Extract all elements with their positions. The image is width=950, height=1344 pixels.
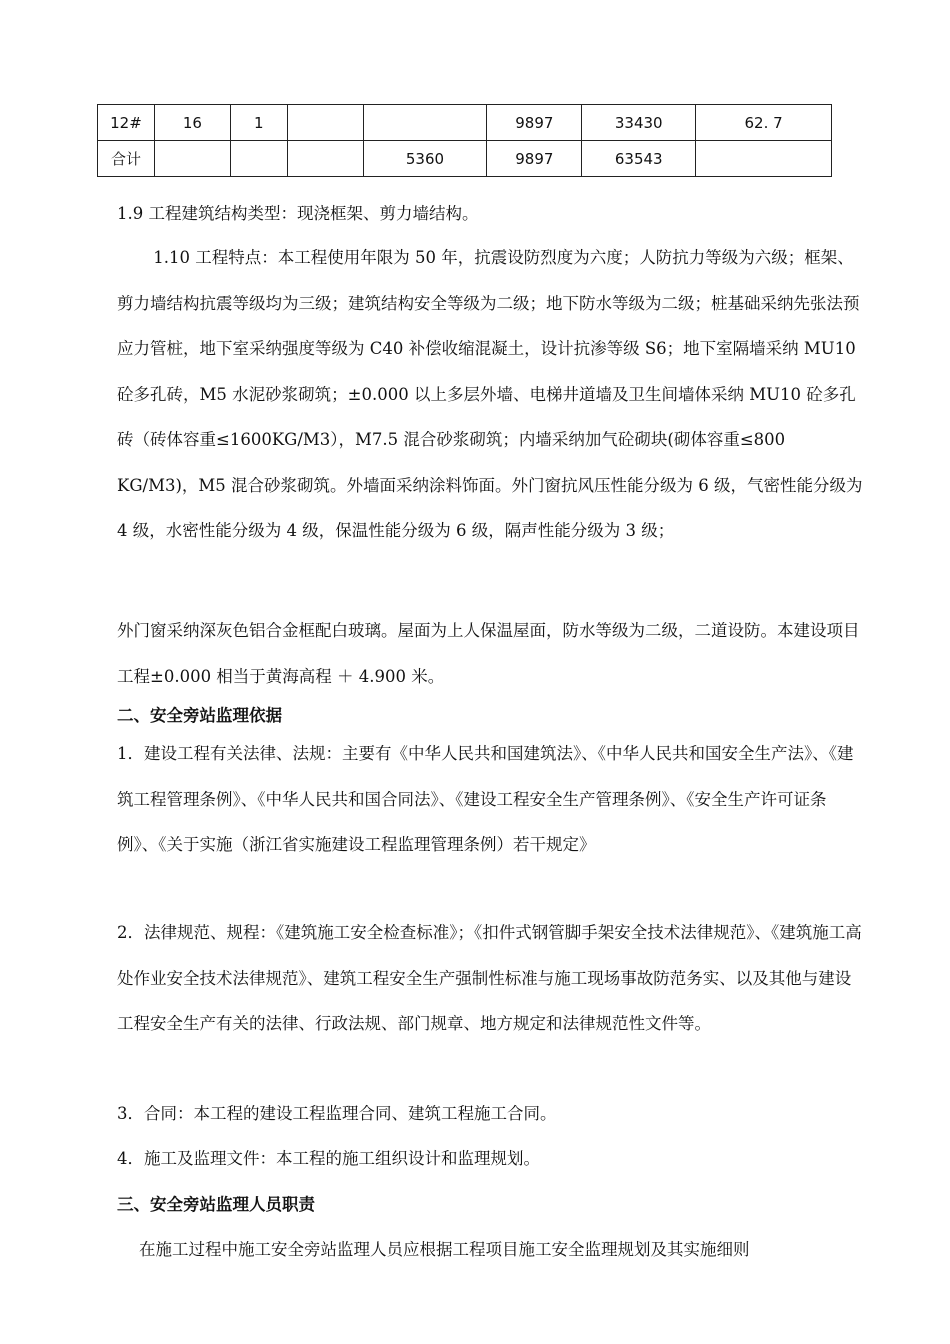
table-cell: 合计 (98, 141, 155, 177)
basis-item-1: 1．建设工程有关法律、法规：主要有《中华人民共和国建筑法》、《中华人民共和国安全生产法》、《建筑工程管理条例》、《中华人民共和国合同法》、《建设工程安全生产管理条例》、《安全生产许可证条例》、《关于实施（浙江省实施建设工程监理管理条例）若干规定》 (117, 744, 854, 854)
table-cell (363, 105, 487, 141)
table-cell: 5360 (363, 141, 487, 177)
table-cell: 9897 (487, 105, 582, 141)
table-cell (696, 141, 832, 177)
basis-item-2: 2．法律规范、规程：《建筑施工安全检查标准》；《扣件式钢管脚手架安全技术法律规范》、《建筑施工高处作业安全技术法律规范》、建筑工程安全生产强制性标准与施工现场事故防范务实、以及其他与建设工程安全生产有关的法律、行政法规、部门规章、地方规定和法律规范性文件等。 (117, 923, 862, 1033)
table-cell: 12# (98, 105, 155, 141)
table-cell: 62. 7 (696, 105, 832, 141)
duties-paragraph: 在施工过程中施工安全旁站监理人员应根据工程项目施工安全监理规划及其实施细则 (139, 1240, 750, 1259)
table-cell: 1 (230, 105, 287, 141)
table-cell (230, 141, 287, 177)
table-cell: 9897 (487, 141, 582, 177)
table-cell: 63543 (582, 141, 696, 177)
structure-type-line: 1.9 工程建筑结构类型：现浇框架、剪力墙结构。 (117, 204, 479, 223)
table-cell: 16 (154, 105, 230, 141)
project-data-table (97, 104, 832, 177)
table-cell (287, 105, 363, 141)
table-row (98, 141, 832, 177)
windows-roof-paragraph: 外门窗采纳深灰色铝合金框配白玻璃。屋面为上人保温屋面，防水等级为二级，二道设防。本建设项目工程±0.000 相当于黄海高程 ＋ 4.900 米。 (117, 621, 860, 686)
section-heading-basis: 二、安全旁站监理依据 (117, 706, 282, 725)
table-cell (287, 141, 363, 177)
project-features-paragraph: 1.10 工程特点：本工程使用年限为 50 年，抗震设防烈度为六度；人防抗力等级为六级；框架、剪力墙结构抗震等级均为三级；建筑结构安全等级为二级；地下防水等级为二级；桩基础采纳先张法预应力管桩，地下室采纳强度等级为 C40 补偿收缩混凝土，设计抗渗等级 S6；地下室隔墙采纳 MU10 砼多孔砖，M5 水泥砂浆砌筑；±0.000 以上多层外墙、电梯井道墙及卫生间墙体采纳 MU10 砼多孔砖（砖体容重≤1600KG/M3），M7.5 混合砂浆砌筑；内墙采纳加气砼砌块(砌体容重≤800 KG/M3)，M5 混合砂浆砌筑。外墙面采纳涂料饰面。外门窗抗风压性能分级为 6 级，气密性能分级为 4 级，水密性能分级为 4 级，保温性能分级为 6 级，隔声性能分级为 3 级； (117, 248, 863, 540)
basis-item-3: 3．合同：本工程的建设工程监理合同、建筑工程施工合同。 (117, 1104, 557, 1123)
basis-item-4: 4．施工及监理文件：本工程的施工组织设计和监理规划。 (117, 1149, 540, 1168)
table-cell: 33430 (582, 105, 696, 141)
section-heading-duties: 三、安全旁站监理人员职责 (117, 1195, 315, 1214)
table-cell (154, 141, 230, 177)
table-row (98, 105, 832, 141)
